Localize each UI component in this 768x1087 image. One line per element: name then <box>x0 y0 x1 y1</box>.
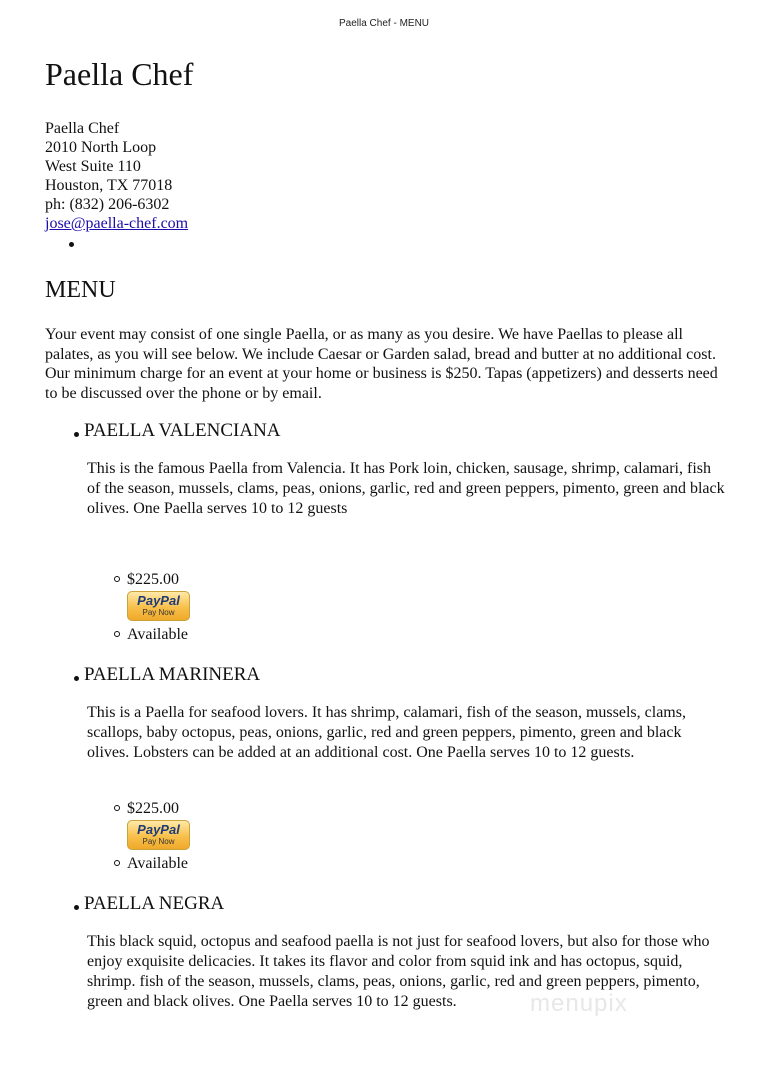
price-text: $225.00 <box>127 800 179 817</box>
circle-bullet-icon <box>114 576 120 582</box>
circle-bullet-icon <box>114 805 120 811</box>
availability-text: Available <box>127 855 189 872</box>
address-block <box>45 119 188 233</box>
bullet-icon <box>74 905 79 910</box>
circle-bullet-icon <box>114 631 120 637</box>
menu-item-title <box>45 893 725 915</box>
menu-item-title-text: PAELLA NEGRA <box>84 893 225 914</box>
paypal-action: Pay Now <box>142 837 175 846</box>
circle-bullet-icon <box>114 860 120 866</box>
bullet-icon <box>74 676 79 681</box>
paypal-brand: PayPal <box>137 593 180 608</box>
menu-item-valenciana <box>45 420 725 644</box>
price-item <box>127 799 725 818</box>
address-name: Paella Chef <box>45 120 120 137</box>
paypal-brand: PayPal <box>137 822 180 837</box>
menu-intro: Your event may consist of one single Paella, or as many as you desire. We have Paellas to please all palates, as you will see below. We include Caesar or Garden salad, bread and butter at no additional cost. Our minimum charge for an event at your home or business is $250. Tapas (appetizers) and desserts need to be discussed over the phone or by email. <box>45 326 718 402</box>
email-link[interactable]: jose@paella-chef.com <box>45 215 189 232</box>
menu-item-description: This is the famous Paella from Valencia. It has Pork loin, chicken, sausage, shrimp, calamari, fish of the season, mussels, clams, peas, onions, garlic, red and green peppers, pimento, green and black olives. One Paella serves 10 to 12 guests <box>87 460 725 517</box>
menu-item-description: This is a Paella for seafood lovers. It has shrimp, calamari, fish of the season, mussels, clams, scallops, baby octopus, peas, onions, garlic, red and green peppers, pimento, green and black olives. Lobsters can be added at an additional cost. One Paella serves 10 to 12 guests. <box>87 704 686 761</box>
address-suite: West Suite 110 <box>45 158 141 175</box>
availability-item <box>127 854 725 873</box>
paypal-pay-now-button[interactable] <box>127 591 190 621</box>
menu-item-title-text: PAELLA VALENCIANA <box>84 420 281 441</box>
menu-item-title-text: PAELLA MARINERA <box>84 664 261 685</box>
print-header: Paella Chef - MENU <box>338 18 430 29</box>
menu-item-marinera <box>45 664 725 873</box>
availability-text: Available <box>127 626 189 643</box>
menu-heading: MENU <box>45 277 116 303</box>
bullet-icon <box>74 432 79 437</box>
price-text: $225.00 <box>127 571 179 588</box>
paypal-pay-now-button[interactable] <box>127 820 190 850</box>
menu-item-title <box>45 420 725 442</box>
address-city: Houston, TX 77018 <box>45 177 173 194</box>
empty-nav-bullet <box>69 242 74 247</box>
price-item <box>127 570 725 589</box>
menu-item-title <box>45 664 725 686</box>
address-phone: ph: (832) 206-6302 <box>45 196 170 213</box>
address-street: 2010 North Loop <box>45 139 157 156</box>
site-title: Paella Chef <box>45 56 194 92</box>
availability-item <box>127 625 725 644</box>
paypal-action: Pay Now <box>142 608 175 617</box>
watermark: menupix <box>530 990 628 1017</box>
menu-item-description: This black squid, octopus and seafood paella is not just for seafood lovers, but also for those who enjoy exquisite delicacies. It takes its flavor and color from squid ink and has octopus, squid, shrimp. fish of the season, mussels, clams, peas, onions, garlic, red and green peppers, pimento, green and black olives. One Paella serves 10 to 12 guests. <box>87 933 710 1010</box>
